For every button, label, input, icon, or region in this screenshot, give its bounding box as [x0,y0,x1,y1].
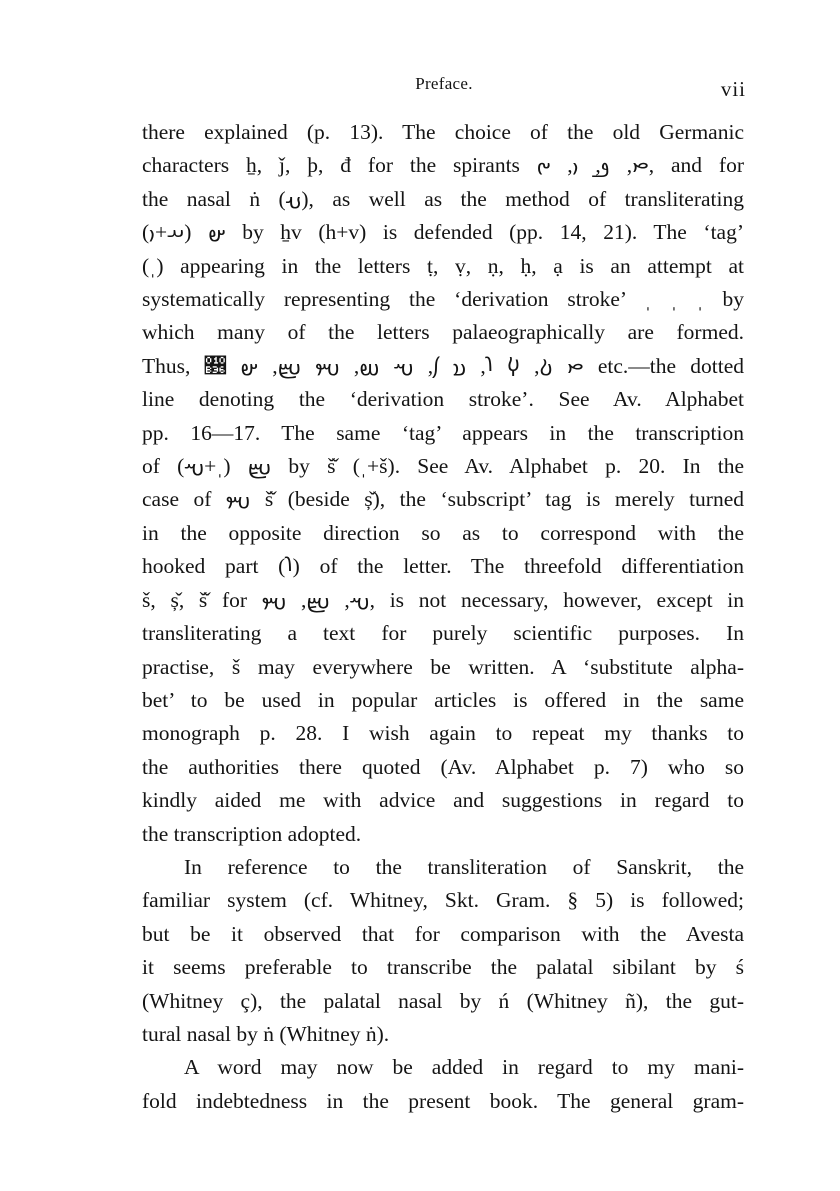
text-line: fold indebtedness in the present book. The general gram- [142,1088,744,1113]
text-line: it seems preferable to transcribe the palatal sibilant by ś [142,955,744,980]
text-line: the nasal ṅ (𐬣), as well as the method of transliterating [142,186,744,211]
text-line: pp. 16—17. The same ‘tag’ appears in the transcription [142,420,744,445]
text-line: there explained (p. 13). The choice of the old Germanic [142,120,744,144]
page-number: vii [720,77,746,101]
text-line: case of 𐬳 š̌ (beside ș̌), the ‘subscript’ tag is merely turned [142,487,745,512]
text-line: the authorities there quoted (Av. Alphabet p. 7) who so [142,754,744,779]
text-line: (Whitney ç), the palatal nasal by ń (Whitney ñ), the gut- [142,988,744,1013]
text-line: in the opposite direction so as to correspond with the [142,520,744,545]
text-line: š, ș̌, š̌ for 𐬱, 𐬴, 𐬳, is not necessary, however, except in [142,587,745,612]
text-line: of 𐬴 (ˌ+𐬱) by š̌ (ˌ+š). See Av. Alphabet p. 20. In the [142,454,745,479]
text-line: kindly aided me with advice and suggestions in regard to [142,788,744,813]
text-line: practise, š may everywhere be written. A ‘substitute alpha- [142,654,744,679]
text-line: Thus, 𐬙 𐬚, 𐬬 𐬭, 𐬯 𐬰, 𐬱 𐬲, 𐬳 𐬴, 𐬵 𐬶 etc.—the dotted [142,353,745,378]
paragraph-indebtedness [142,1051,744,1118]
text-line: transliterating a text for purely scientific purposes. In [142,621,744,646]
text-line: 𐬵 (𐬀+𐬎) by ẖv (h+v) is defended (pp. 14, 21). The ‘tag’ [142,220,744,245]
text-line: systematically representing the ‘derivation stroke’ ˌ ˌ ˌ by [142,287,744,312]
text-line: the transcription adopted. [142,821,362,846]
running-head: Preface. [415,74,473,93]
paragraph-sanskrit [142,851,744,1051]
text-line: In reference to the transliteration of Sanskrit, the [184,854,744,879]
text-line: A word may now be added in regard to my mani- [184,1055,744,1080]
text-line: but be it observed that for comparison with the Avesta [142,921,744,946]
text-line: monograph p. 28. I wish again to repeat my thanks to [142,721,744,746]
paragraph-transcription [142,116,744,851]
text-line: bet’ to be used in popular articles is offered in the same [142,687,744,712]
text-line: tural nasal by ṅ (Whitney ṅ). [142,1021,390,1046]
text-line: (ˌ) appearing in the letters ṭ, ṿ, ṇ, ḥ, ạ is an attempt at [142,253,744,278]
text-line: line denoting the ‘derivation stroke’. See Av. Alphabet [142,387,744,412]
body-text [142,116,744,1118]
text-line: hooked part (𐬭) of the letter. The threefold differentiation [142,554,744,579]
page-header [142,74,746,104]
text-line: which many of the letters palaeographically are formed. [142,320,744,345]
text-line: characters ẖ, ǰ, þ, đ for the spirants 𐬙, 𐬛, 𐬎, 𐬔, and for [142,153,744,178]
text-line: familiar system (cf. Whitney, Skt. Gram. § 5) is followed; [142,888,744,913]
